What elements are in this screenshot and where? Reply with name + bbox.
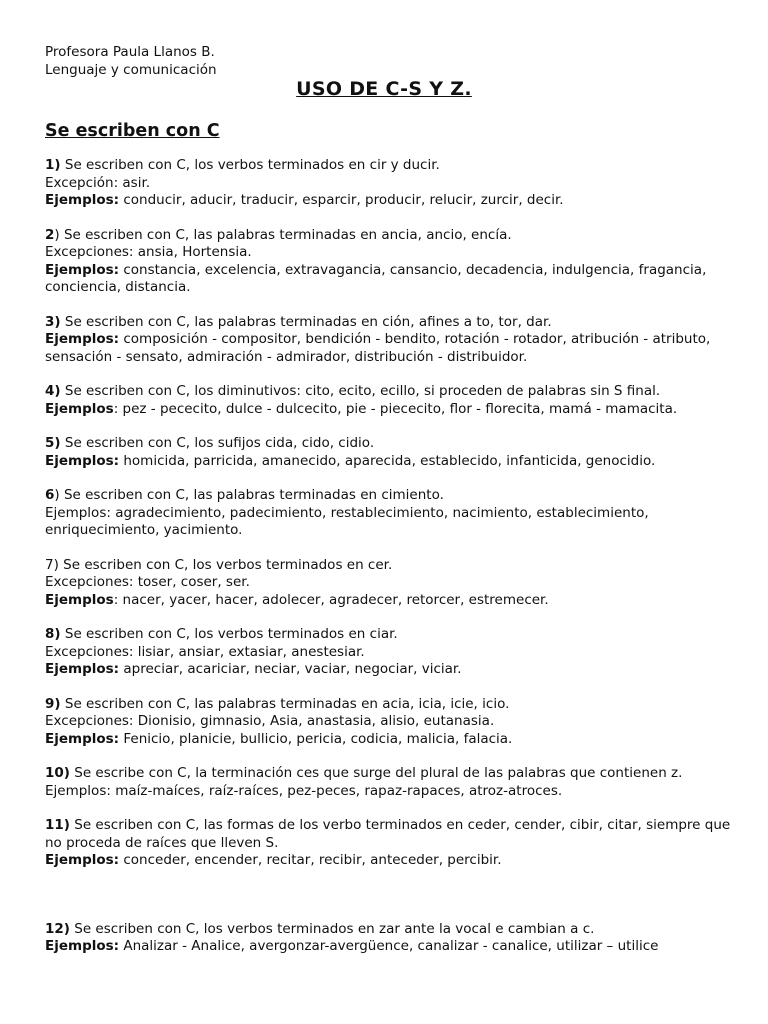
rule-statement [45, 314, 745, 332]
rule-detail-text: conceder, encender, recitar, recibir, anteceder, percibir. [119, 852, 502, 868]
rule-statement [45, 626, 745, 644]
rule-statement [45, 383, 745, 401]
rules-list [45, 157, 745, 973]
rule-number: 10) [45, 765, 70, 781]
rule-detail-label: Ejemplos: [45, 452, 120, 469]
rule-detail-text: Excepciones: toser, coser, ser. [45, 574, 250, 590]
rule-number: 7) [45, 556, 59, 573]
rule-detail-label: Ejemplos: [45, 938, 120, 954]
rule-detail-text: apreciar, acariciar, neciar, vaciar, negociar, viciar. [119, 661, 462, 677]
rule-detail-line [45, 401, 745, 419]
rule-detail-line [45, 331, 745, 366]
rule-detail-line [45, 661, 745, 679]
rule-statement [45, 557, 745, 575]
subject-line: Lenguaje y comunicación [45, 61, 217, 78]
rule-statement [45, 765, 745, 783]
rule-paragraph [45, 921, 745, 956]
rule-paragraph [45, 817, 745, 870]
rule-statement [45, 921, 745, 939]
author-line: Profesora Paula Llanos B. [45, 44, 215, 60]
rule-number: 11) [45, 817, 70, 833]
rule-detail-text: Fenicio, planicie, bullicio, pericia, codicia, malicia, falacia. [119, 730, 513, 747]
rule-text: Se escriben con C, los diminutivos: cito, ecito, ecillo, si proceden de palabras sin S final. [60, 383, 661, 399]
rule-number: 8) [45, 626, 61, 642]
rule-text: Se escriben con C, las palabras terminadas en ción, afines a to, tor, dar. [60, 313, 552, 330]
rule-paragraph [45, 157, 745, 210]
rule-text: Se escriben con C, los verbos terminados en cer. [58, 556, 393, 573]
rule-number: 5) [45, 435, 61, 451]
rule-detail-text: Analizar - Analice, avergonzar-avergüence, canalizar - canalice, utilizar – utilice [119, 938, 659, 954]
rule-detail-text: : pez - pececito, dulce - dulcecito, pie - piececito, flor - florecita, mamá - mamacita. [113, 400, 678, 417]
rule-detail-text: Excepciones: Dionisio, gimnasio, Asia, anastasia, alisio, eutanasia. [45, 713, 495, 729]
rule-detail-text: Excepción: asir. [45, 174, 151, 191]
rule-detail-text: Ejemplos: agradecimiento, padecimiento, restablecimiento, nacimiento, establecimiento, enriquecimiento, yacimiento. [45, 504, 649, 538]
rule-statement [45, 817, 745, 852]
rule-paragraph [45, 557, 745, 610]
rule-statement [45, 157, 745, 175]
rule-detail-label: Ejemplos: [45, 261, 120, 278]
rule-text: Se escribe con C, la terminación ces que surge del plural de las palabras que contienen z. [69, 765, 683, 781]
rule-text: ) Se escriben con C, las palabras terminadas en cimiento. [54, 487, 444, 503]
rule-statement [45, 435, 745, 453]
rule-paragraph [45, 383, 745, 418]
rule-paragraph [45, 227, 745, 297]
section-heading: Se escriben con C [45, 121, 220, 141]
rule-text: Se escriben con C, los verbos terminados en ciar. [60, 626, 398, 642]
rule-detail-label: Ejemplos: [45, 192, 120, 208]
rule-number: 1) [45, 157, 61, 173]
rule-detail-line [45, 453, 745, 471]
rule-text: ) Se escriben con C, las palabras terminadas en ancia, ancio, encía. [54, 226, 512, 243]
rule-number: 2 [45, 226, 55, 243]
rule-paragraph [45, 435, 745, 470]
rule-detail-line [45, 852, 745, 870]
rule-detail-label: Ejemplos: [45, 730, 120, 747]
document-title: USO DE C-S Y Z. [296, 78, 472, 100]
rule-detail-text: constancia, excelencia, extravagancia, cansancio, decadencia, indulgencia, fragancia, conciencia, distancia. [45, 261, 707, 295]
rule-detail-line [45, 192, 745, 210]
rule-paragraph [45, 696, 745, 749]
rule-detail-text: : nacer, yacer, hacer, adolecer, agradecer, retorcer, estremecer. [113, 591, 549, 608]
rule-text: Se escriben con C, los verbos terminados en zar ante la vocal e cambian a c. [69, 920, 595, 937]
rule-text: Se escriben con C, las palabras terminadas en acia, icia, icie, icio. [60, 695, 510, 712]
rule-number: 9) [45, 695, 61, 712]
rule-detail-line [45, 505, 745, 540]
rule-detail-line [45, 244, 745, 262]
rule-number: 6 [45, 487, 55, 503]
rule-detail-label: Ejemplos: [45, 852, 120, 868]
rule-paragraph [45, 765, 745, 800]
rule-paragraph [45, 626, 745, 679]
rule-paragraph [45, 487, 745, 540]
rule-detail-text: homicida, parricida, amanecido, aparecida, establecido, infanticida, genocidio. [119, 452, 656, 469]
rule-detail-label: Ejemplos: [45, 331, 120, 347]
rule-detail-text: Ejemplos: maíz-maíces, raíz-raíces, pez-peces, rapaz-rapaces, atroz-atroces. [45, 782, 563, 799]
document-header [45, 44, 217, 79]
rule-detail-line [45, 262, 745, 297]
rule-statement [45, 696, 745, 714]
rule-detail-line [45, 574, 745, 592]
rule-detail-text: Excepciones: lisiar, ansiar, extasiar, anestesiar. [45, 643, 365, 660]
rule-text: Se escriben con C, los verbos terminados en cir y ducir. [60, 157, 440, 173]
rule-detail-text: conducir, aducir, traducir, esparcir, producir, relucir, zurcir, decir. [119, 192, 564, 208]
rule-number: 4) [45, 383, 61, 399]
rule-detail-line [45, 175, 745, 193]
rule-detail-label: Ejemplos [45, 591, 114, 608]
rule-number: 12) [45, 920, 70, 937]
rule-detail-label: Ejemplos [45, 400, 114, 417]
rule-detail-line [45, 644, 745, 662]
rule-statement [45, 227, 745, 245]
rule-statement [45, 487, 745, 505]
rule-detail-line [45, 783, 745, 801]
rule-detail-line [45, 713, 745, 731]
rule-detail-text: Excepciones: ansia, Hortensia. [45, 244, 252, 260]
rule-detail-text: composición - compositor, bendición - bendito, rotación - rotador, atribución - atributo, sensación - sensato, admiración - admirador, distribución - distribuidor. [45, 331, 711, 365]
rule-detail-line [45, 731, 745, 749]
rule-paragraph [45, 314, 745, 367]
rule-number: 3) [45, 313, 61, 330]
rule-text: Se escriben con C, las formas de los verbo terminados en ceder, cender, cibir, citar, siempre que no proceda de raíces que lleven S. [45, 817, 731, 851]
rule-detail-label: Ejemplos: [45, 661, 120, 677]
rule-detail-line [45, 592, 745, 610]
rule-text: Se escriben con C, los sufijos cida, cido, cidio. [60, 435, 375, 451]
rule-detail-line [45, 938, 745, 956]
